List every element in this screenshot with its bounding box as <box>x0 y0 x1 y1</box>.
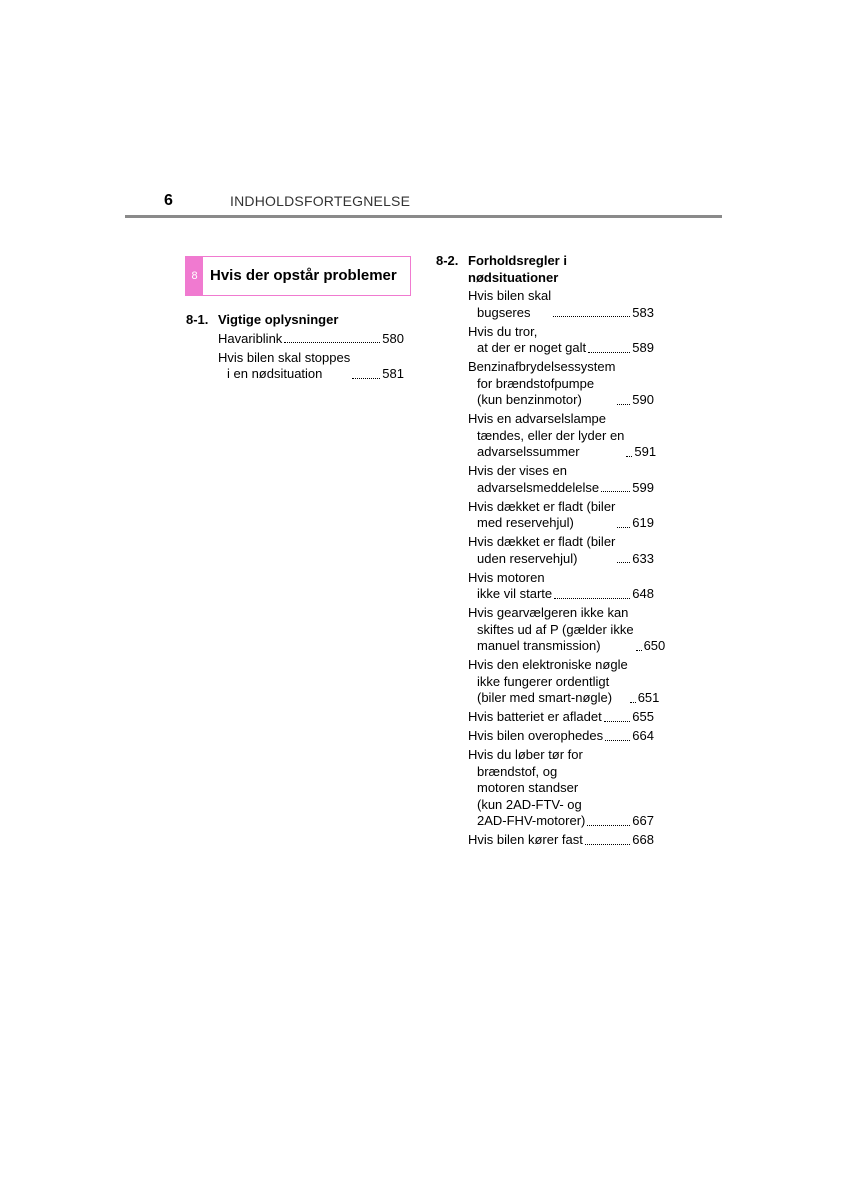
toc-entry-line: Hvis bilen overophedes <box>468 728 604 743</box>
toc-page-number: 581 <box>382 366 404 381</box>
toc-page-number: 667 <box>632 813 654 828</box>
toc-page-number: 655 <box>632 709 654 724</box>
toc-entries <box>218 331 404 383</box>
toc-entry-line: Hvis du løber tør for <box>468 747 583 762</box>
toc-page-number: 633 <box>632 550 654 566</box>
toc-entry[interactable] <box>468 728 654 745</box>
dot-leader <box>587 825 630 826</box>
chapter-title: Hvis der opstår problemer <box>210 267 397 284</box>
toc-entry[interactable] <box>468 499 654 532</box>
toc-entry-line: med reservehjul) <box>477 515 574 530</box>
toc-page-number: 590 <box>632 392 654 407</box>
page-number: 6 <box>164 192 173 209</box>
toc-entry[interactable] <box>468 747 654 830</box>
toc-entry-line: Hvis en advarselslampe <box>468 411 607 426</box>
toc-entry-line: ikke vil starte <box>477 586 553 601</box>
dot-leader <box>636 650 642 651</box>
toc-entry-line: bugseres <box>477 304 531 320</box>
toc-page-number: 650 <box>643 638 666 653</box>
chapter-number-tab: 8 <box>186 257 203 295</box>
toc-entry-line: Hvis bilen skal stoppes <box>218 349 351 365</box>
toc-entry-text <box>468 359 615 409</box>
section-heading <box>436 253 654 286</box>
toc-entry[interactable] <box>468 534 654 567</box>
toc-entry-text <box>468 728 603 745</box>
toc-entry-text <box>468 709 602 726</box>
section-title-line: nødsituationer <box>468 269 559 285</box>
section-heading <box>186 312 404 329</box>
chapter-heading <box>185 256 411 296</box>
dot-leader <box>630 702 636 703</box>
dot-leader <box>626 456 632 457</box>
toc-entry-line: Hvis dækket er fladt (biler <box>468 498 616 514</box>
dot-leader <box>588 352 630 353</box>
dot-leader <box>352 378 380 379</box>
toc-entry-line: motoren standser <box>477 780 579 795</box>
toc-page-number: 619 <box>632 515 654 530</box>
toc-section-8-1 <box>186 312 404 385</box>
header-title: INDHOLDSFORTEGNELSE <box>230 193 411 209</box>
toc-entry-line: tændes, eller der lyder en <box>477 427 625 443</box>
toc-entry-line: Hvis dækket er fladt (biler <box>468 534 616 549</box>
section-number: 8-2. <box>436 253 459 268</box>
toc-page-number: 591 <box>634 444 657 459</box>
dot-leader <box>554 598 630 599</box>
toc-entry-line: i en nødsituation <box>227 366 323 381</box>
toc-entry-text <box>218 331 282 348</box>
dot-leader <box>585 844 630 845</box>
section-title-line: Forholdsregler i <box>468 253 567 268</box>
toc-page-number: 583 <box>632 304 654 320</box>
dot-leader <box>617 404 630 405</box>
section-title: Vigtige oplysninger <box>218 312 339 327</box>
dot-leader <box>605 740 630 741</box>
section-number: 8-1. <box>186 312 209 327</box>
toc-entry-line: Benzinafbrydelsessystem <box>468 359 616 374</box>
toc-entry-line: manuel transmission) <box>477 638 601 653</box>
toc-entry-text <box>218 350 350 383</box>
section-title <box>468 253 654 286</box>
toc-entry-line: ikke fungerer ordentligt <box>477 673 610 689</box>
toc-entries <box>468 288 666 849</box>
toc-entry-line: skiftes ud af P (gælder ikke <box>477 621 634 637</box>
header-divider <box>125 215 722 218</box>
toc-page-number: 668 <box>632 832 654 847</box>
toc-section-8-2 <box>436 253 666 851</box>
toc-entry-text <box>468 747 585 830</box>
toc-entry[interactable] <box>468 709 654 726</box>
toc-entry-text <box>468 411 624 461</box>
toc-entry[interactable] <box>218 331 404 348</box>
toc-entry[interactable] <box>218 350 404 383</box>
toc-entry-line: at der er noget galt <box>477 340 587 355</box>
toc-entry[interactable] <box>468 605 666 655</box>
toc-entry[interactable] <box>468 411 657 461</box>
toc-entry-text <box>468 288 551 321</box>
toc-entry-line: Hvis du tror, <box>468 323 538 339</box>
toc-page-number: 648 <box>632 586 654 601</box>
toc-entry-line: 2AD-FHV-motorer) <box>477 813 586 828</box>
toc-entry-line: Hvis motoren <box>468 569 545 585</box>
toc-entry-text <box>468 534 615 567</box>
toc-entry-line: Havariblink <box>218 330 283 346</box>
toc-entry-text <box>468 324 586 357</box>
toc-entry-line: uden reservehjul) <box>477 550 578 566</box>
dot-leader <box>617 562 630 563</box>
toc-entry-text <box>468 499 615 532</box>
toc-entry-text <box>468 657 628 707</box>
toc-entry[interactable] <box>468 570 654 603</box>
toc-entry-line: brændstof, og <box>477 763 558 779</box>
toc-page-number: 580 <box>382 330 404 346</box>
dot-leader <box>617 527 630 528</box>
toc-entry-line: Hvis bilen skal <box>468 288 552 303</box>
toc-entry[interactable] <box>468 832 654 849</box>
toc-entry-line: Hvis batteriet er afladet <box>468 709 602 724</box>
toc-entry-text <box>468 832 583 849</box>
toc-entry-text <box>468 605 634 655</box>
toc-page-number: 651 <box>637 690 660 705</box>
toc-entry-line: (kun benzinmotor) <box>477 392 582 407</box>
toc-entry-line: for brændstofpumpe <box>477 375 595 391</box>
dot-leader <box>284 342 380 343</box>
toc-entry-line: (biler med smart-nøgle) <box>477 690 613 705</box>
toc-entry-line: advarselsmeddelelse <box>477 479 600 495</box>
toc-entry-line: advarselssummer <box>477 444 580 459</box>
toc-entry[interactable] <box>468 288 654 321</box>
toc-entry[interactable] <box>468 463 654 496</box>
toc-entry-line: Hvis gearvælgeren ikke kan <box>468 605 629 620</box>
toc-entry[interactable] <box>468 657 660 707</box>
toc-entry-line: (kun 2AD-FTV- og <box>477 796 582 812</box>
toc-entry-text <box>468 463 599 496</box>
toc-entry[interactable] <box>468 359 654 409</box>
dot-leader <box>601 491 630 492</box>
toc-entry-line: Hvis bilen kører fast <box>468 832 583 847</box>
toc-page-number: 599 <box>632 479 654 495</box>
toc-entry-line: Hvis den elektroniske nøgle <box>468 657 628 672</box>
toc-entry[interactable] <box>468 324 654 357</box>
toc-page-number: 664 <box>632 728 654 743</box>
toc-page-number: 589 <box>632 340 654 355</box>
toc-entry-text <box>468 570 552 603</box>
toc-entry-line: Hvis der vises en <box>468 463 567 478</box>
dot-leader <box>604 721 631 722</box>
dot-leader <box>553 316 630 317</box>
